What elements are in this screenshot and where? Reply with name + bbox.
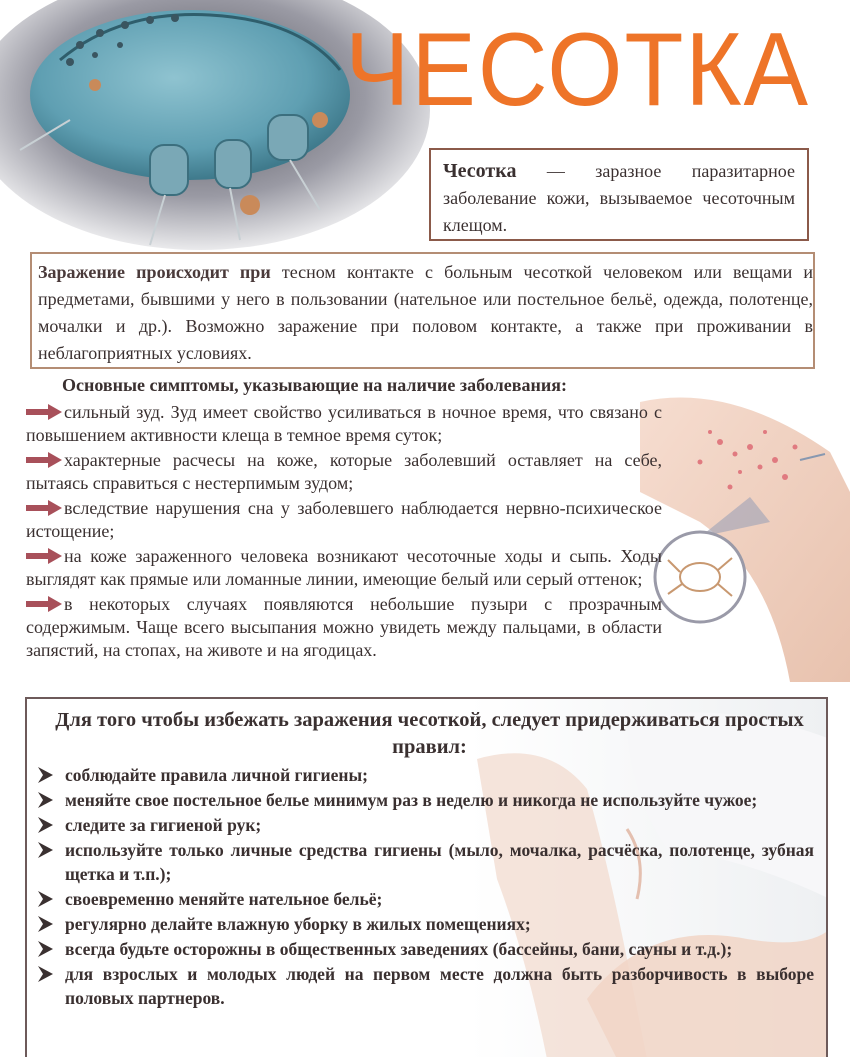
- rule-text: используйте только личные средства гигиены (мыло, мочалка, расчёска, полотенце, зубная щетка и т.п.);: [65, 840, 814, 884]
- symptom-item: [26, 545, 662, 591]
- rule-text: следите за гигиеной рук;: [65, 815, 262, 835]
- definition-text: — заразное паразитарное заболевание кожи, вызываемое чесоточным клещом.: [443, 161, 795, 235]
- arrowhead-bullet-icon: [35, 791, 55, 809]
- definition-term: Чесотка: [443, 160, 517, 182]
- symptom-text: характерные расчесы на коже, которые заболевший оставляет на себе, пытаясь справиться с нестерпимым зудом;: [26, 450, 662, 493]
- symptom-item: [26, 449, 662, 495]
- infection-lead: Заражение происходит при: [38, 262, 271, 282]
- rash-arm-illustration: [640, 372, 850, 682]
- arrow-right-icon: [26, 596, 62, 612]
- arrowhead-bullet-icon: [35, 915, 55, 933]
- rule-text: для взрослых и молодых людей на первом месте должна быть разборчивость в выборе половых партнеров.: [65, 964, 814, 1008]
- arrowhead-bullet-icon: [35, 940, 55, 958]
- arrowhead-bullet-icon: [35, 841, 55, 859]
- rule-item: [33, 813, 826, 837]
- symptoms-heading-text: Основные симптомы, указывающие на наличие заболевания: [62, 375, 561, 395]
- symptom-text: вследствие нарушения сна у заболевшего наблюдается нервно-психическое истощение;: [26, 498, 662, 541]
- rule-item: [33, 912, 826, 936]
- symptoms-heading: [62, 374, 662, 397]
- arrow-right-icon: [26, 548, 62, 564]
- rule-item: [33, 788, 826, 812]
- rule-item: [33, 962, 826, 1010]
- definition-box: [429, 148, 809, 241]
- rule-text: меняйте свое постельное белье минимум раз в неделю и никогда не используйте чужое;: [65, 790, 758, 810]
- rules-content: [27, 699, 826, 1010]
- symptom-text: сильный зуд. Зуд имеет свойство усиливаться в ночное время, что связано с повышением активности клеща в темное время суток;: [26, 402, 662, 445]
- symptoms-section: [26, 374, 662, 664]
- infection-box: [30, 252, 815, 369]
- rule-text: регулярно делайте влажную уборку в жилых помещениях;: [65, 914, 531, 934]
- rules-heading: Для того чтобы избежать заражения чесоткой, следует придерживаться простых правил:: [55, 709, 804, 758]
- rules-list: [33, 763, 826, 1010]
- arrow-right-icon: [26, 452, 62, 468]
- page-title: ЧЕСОТКА: [345, 12, 810, 128]
- rule-text: всегда будьте осторожны в общественных заведениях (бассейны, бани, сауны и т.д.);: [65, 939, 733, 959]
- symptom-item: [26, 401, 662, 447]
- arrow-right-icon: [26, 404, 62, 420]
- arrowhead-bullet-icon: [35, 816, 55, 834]
- arrowhead-bullet-icon: [35, 766, 55, 784]
- rule-item: [33, 838, 826, 886]
- symptom-item: [26, 593, 662, 662]
- rule-text: своевременно меняйте нательное бельё;: [65, 889, 383, 909]
- symptoms-heading-colon: :: [560, 375, 567, 395]
- arrowhead-bullet-icon: [35, 965, 55, 983]
- arrowhead-bullet-icon: [35, 890, 55, 908]
- rule-item: [33, 763, 826, 787]
- rule-text: соблюдайте правила личной гигиены;: [65, 765, 368, 785]
- rule-item: [33, 887, 826, 911]
- arrow-right-icon: [26, 500, 62, 516]
- symptom-item: [26, 497, 662, 543]
- infection-text: тесном контакте с больным чесоткой человеком или вещами и предметами, бывшими у него в пользовании (нательное или постельное бельё, одежда, полотенце, мочалки и др.). Возможно заражение при половом контакте, а также при проживании в неблагоприятных условиях.: [38, 262, 814, 363]
- prevention-rules-box: [25, 697, 828, 1057]
- rule-item: [33, 937, 826, 961]
- symptom-text: в некоторых случаях появляются небольшие пузыри с прозрачным содержимым. Чаще всего высыпания можно увидеть между пальцами, в области запястий, на стопах, на животе и на ягодицах.: [26, 594, 662, 660]
- symptom-text: на коже зараженного человека возникают чесоточные ходы и сыпь. Ходы выглядят как прямые или ломанные линии, имеющие белый или серый оттенок;: [26, 546, 662, 589]
